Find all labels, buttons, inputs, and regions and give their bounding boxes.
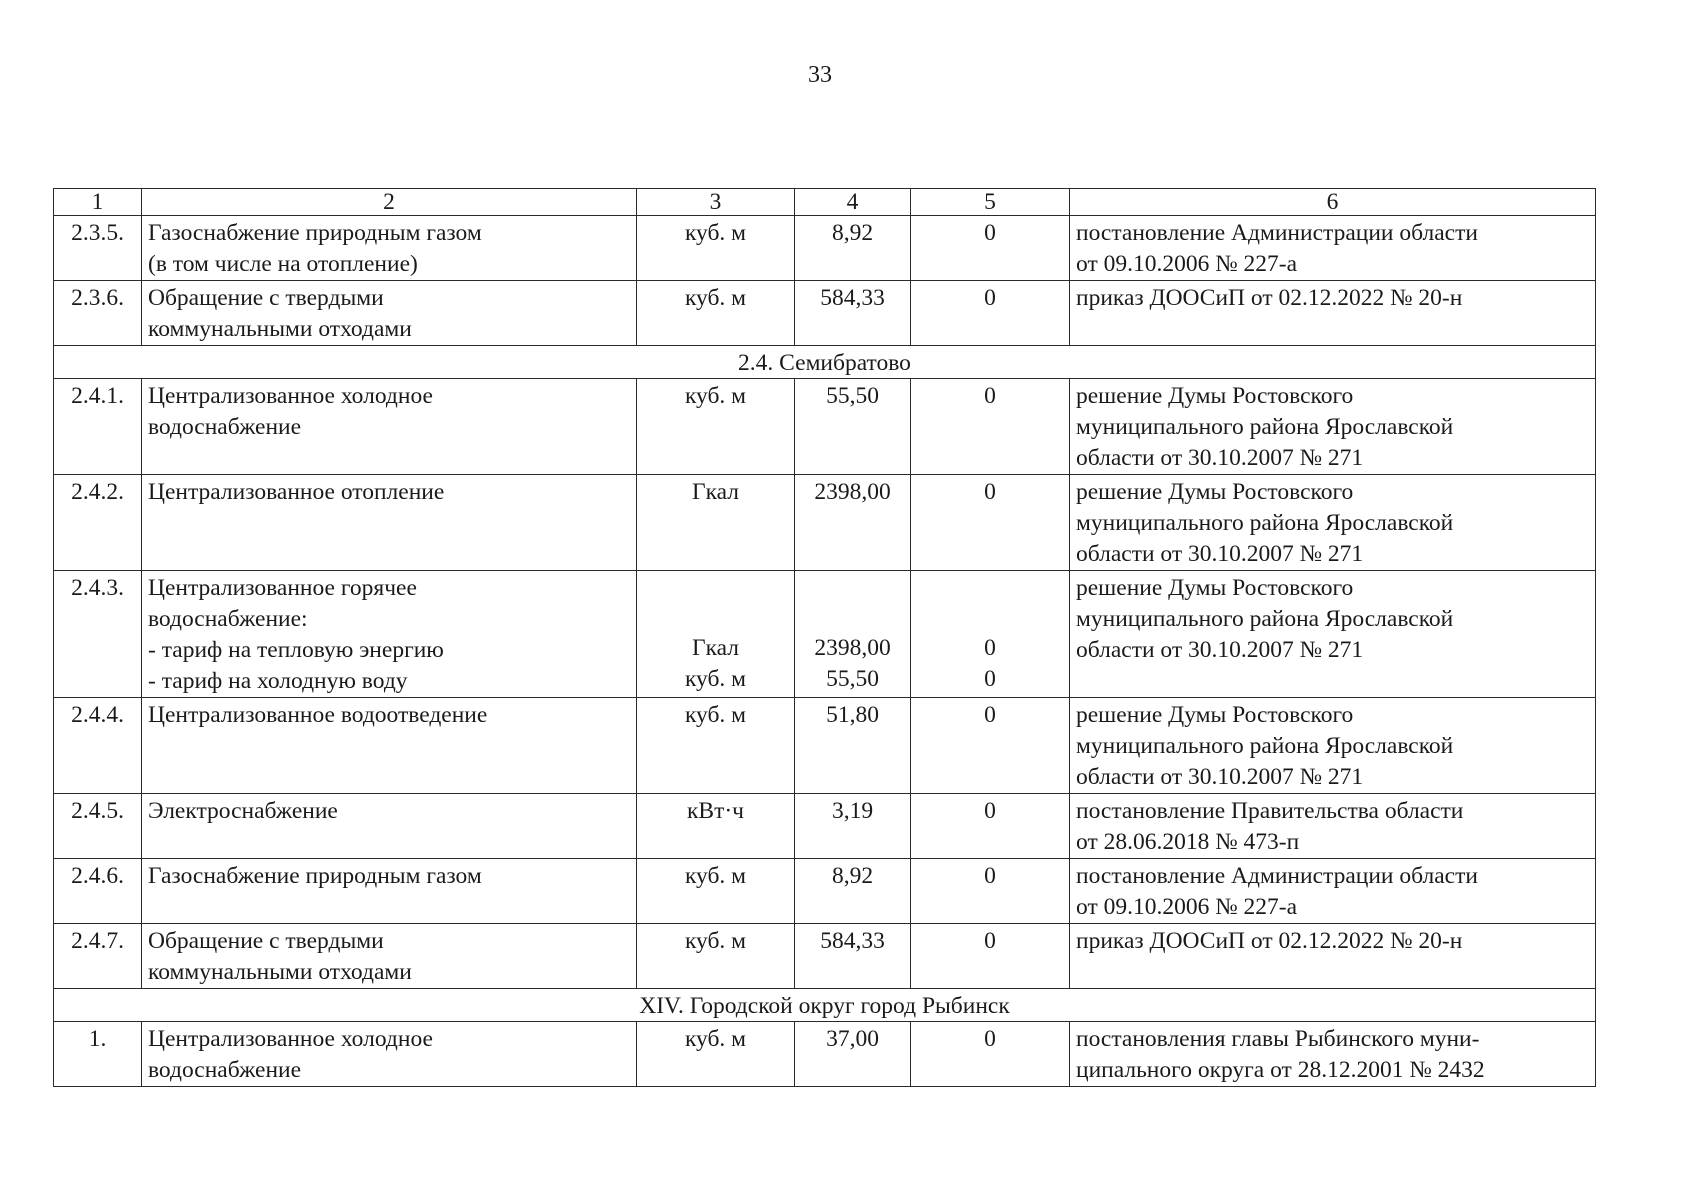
- service-name-cell: [142, 1022, 637, 1087]
- service-name-line: коммунальными отходами: [148, 316, 412, 342]
- value-line: 2398,00: [814, 635, 891, 661]
- zero-line: 0: [984, 666, 996, 692]
- legal-basis-cell: [1070, 924, 1596, 989]
- zero-cell: 0: [911, 281, 1070, 346]
- legal-basis-line: решение Думы Ростовского: [1076, 702, 1354, 728]
- service-name-cell: [142, 571, 637, 698]
- section-row: [54, 989, 1596, 1022]
- unit-cell: куб. м: [637, 698, 795, 794]
- section-row: [54, 346, 1596, 379]
- table-row: [54, 379, 1596, 475]
- value-cell: 8,92: [795, 216, 911, 281]
- service-name-line: водоснабжение: [148, 414, 302, 440]
- table-row: [54, 571, 1596, 698]
- legal-basis-cell: [1070, 216, 1596, 281]
- zero-cell: [911, 571, 1070, 698]
- unit-cell: куб. м: [637, 1022, 795, 1087]
- legal-basis-line: от 28.06.2018 № 473-п: [1076, 829, 1300, 855]
- tariff-table: [53, 188, 1596, 1087]
- table-row: [54, 475, 1596, 571]
- header-cell: 4: [795, 189, 911, 216]
- zero-cell: 0: [911, 859, 1070, 924]
- legal-basis-line: области от 30.10.2007 № 271: [1076, 764, 1364, 790]
- header-cell: 6: [1070, 189, 1596, 216]
- table-row: [54, 1022, 1596, 1087]
- legal-basis-line: решение Думы Ростовского: [1076, 575, 1354, 601]
- unit-line: куб. м: [684, 666, 747, 692]
- legal-basis-cell: [1070, 794, 1596, 859]
- service-name-line: - тариф на холодную воду: [148, 668, 408, 694]
- page-number: 33: [808, 62, 832, 88]
- row-number: 2.3.5.: [54, 216, 142, 281]
- legal-basis-line: муниципального района Ярославской: [1076, 414, 1454, 440]
- service-name-cell: [142, 281, 637, 346]
- service-name-line: (в том числе на отопление): [148, 251, 418, 277]
- value-cell: 55,50: [795, 379, 911, 475]
- row-number: 2.4.1.: [54, 379, 142, 475]
- service-name-line: Электроснабжение: [148, 798, 338, 824]
- table-row: [54, 216, 1596, 281]
- value-cell: 3,19: [795, 794, 911, 859]
- service-name-cell: [142, 794, 637, 859]
- legal-basis-line: приказ ДООСиП от 02.12.2022 № 20-н: [1076, 928, 1463, 954]
- service-name-line: Централизованное водоотведение: [148, 702, 488, 728]
- row-number: 2.4.3.: [54, 571, 142, 698]
- service-name-cell: [142, 475, 637, 571]
- legal-basis-cell: [1070, 859, 1596, 924]
- unit-cell: [637, 571, 795, 698]
- header-cell: 3: [637, 189, 795, 216]
- row-number: 2.4.6.: [54, 859, 142, 924]
- section-title: 2.4. Семибратово: [54, 346, 1596, 379]
- legal-basis-line: постановления главы Рыбинского муни-: [1076, 1026, 1480, 1052]
- service-name-cell: [142, 924, 637, 989]
- legal-basis-line: области от 30.10.2007 № 271: [1076, 541, 1364, 567]
- value-cell: 51,80: [795, 698, 911, 794]
- zero-cell: 0: [911, 924, 1070, 989]
- legal-basis-line: от 09.10.2006 № 227-а: [1076, 251, 1298, 277]
- service-name-line: Централизованное холодное: [148, 1026, 433, 1052]
- value-cell: 584,33: [795, 924, 911, 989]
- service-name-cell: [142, 698, 637, 794]
- value-line: 55,50: [826, 666, 879, 692]
- service-name-cell: [142, 216, 637, 281]
- service-name-cell: [142, 379, 637, 475]
- legal-basis-line: решение Думы Ростовского: [1076, 479, 1354, 505]
- legal-basis-line: приказ ДООСиП от 02.12.2022 № 20-н: [1076, 285, 1463, 311]
- service-name-line: Централизованное горячее: [148, 575, 417, 601]
- legal-basis-cell: [1070, 571, 1596, 698]
- legal-basis-cell: [1070, 698, 1596, 794]
- value-cell: 584,33: [795, 281, 911, 346]
- unit-line: Гкал: [691, 635, 739, 661]
- service-name-line: - тариф на тепловую энергию: [148, 637, 444, 663]
- zero-cell: 0: [911, 216, 1070, 281]
- legal-basis-cell: [1070, 379, 1596, 475]
- zero-cell: 0: [911, 698, 1070, 794]
- legal-basis-line: области от 30.10.2007 № 271: [1076, 637, 1364, 663]
- table-row: [54, 698, 1596, 794]
- row-number: 2.4.5.: [54, 794, 142, 859]
- header-cell: 2: [142, 189, 637, 216]
- legal-basis-line: постановление Администрации области: [1076, 220, 1478, 246]
- zero-cell: 0: [911, 379, 1070, 475]
- legal-basis-line: от 09.10.2006 № 227-а: [1076, 894, 1298, 920]
- unit-cell: куб. м: [637, 216, 795, 281]
- service-name-line: Газоснабжение природным газом: [148, 863, 482, 889]
- row-number: 1.: [54, 1022, 142, 1087]
- service-name-line: Обращение с твердыми: [148, 285, 384, 311]
- service-name-line: Централизованное отопление: [148, 479, 445, 505]
- value-cell: 2398,00: [795, 475, 911, 571]
- table-row: [54, 924, 1596, 989]
- unit-cell: куб. м: [637, 924, 795, 989]
- service-name-line: Газоснабжение природным газом: [148, 220, 482, 246]
- value-cell: 37,00: [795, 1022, 911, 1087]
- unit-cell: Гкал: [637, 475, 795, 571]
- row-number: 2.4.7.: [54, 924, 142, 989]
- table-row: [54, 281, 1596, 346]
- header-row: [54, 189, 1596, 216]
- row-number: 2.3.6.: [54, 281, 142, 346]
- legal-basis-line: муниципального района Ярославской: [1076, 510, 1454, 536]
- service-name-line: Обращение с твердыми: [148, 928, 384, 954]
- legal-basis-line: решение Думы Ростовского: [1076, 383, 1354, 409]
- service-name-cell: [142, 859, 637, 924]
- table-row: [54, 859, 1596, 924]
- legal-basis-cell: [1070, 281, 1596, 346]
- table-row: [54, 794, 1596, 859]
- zero-cell: 0: [911, 1022, 1070, 1087]
- service-name-line: водоснабжение: [148, 1057, 302, 1083]
- header-cell: 5: [911, 189, 1070, 216]
- legal-basis-line: ципального округа от 28.12.2001 № 2432: [1076, 1057, 1485, 1083]
- zero-cell: 0: [911, 475, 1070, 571]
- zero-line: 0: [984, 635, 996, 661]
- row-number: 2.4.4.: [54, 698, 142, 794]
- service-name-line: Централизованное холодное: [148, 383, 433, 409]
- legal-basis-line: постановление Администрации области: [1076, 863, 1478, 889]
- zero-cell: 0: [911, 794, 1070, 859]
- value-cell: [795, 571, 911, 698]
- unit-cell: куб. м: [637, 281, 795, 346]
- legal-basis-line: муниципального района Ярославской: [1076, 606, 1454, 632]
- legal-basis-line: муниципального района Ярославской: [1076, 733, 1454, 759]
- service-name-line: коммунальными отходами: [148, 959, 412, 985]
- legal-basis-line: постановление Правительства области: [1076, 798, 1464, 824]
- section-title: XIV. Городской округ город Рыбинск: [54, 989, 1596, 1022]
- legal-basis-line: области от 30.10.2007 № 271: [1076, 445, 1364, 471]
- unit-cell: куб. м: [637, 859, 795, 924]
- row-number: 2.4.2.: [54, 475, 142, 571]
- value-cell: 8,92: [795, 859, 911, 924]
- legal-basis-cell: [1070, 1022, 1596, 1087]
- header-cell: 1: [54, 189, 142, 216]
- legal-basis-cell: [1070, 475, 1596, 571]
- unit-cell: куб. м: [637, 379, 795, 475]
- service-name-line: водоснабжение:: [148, 606, 308, 632]
- unit-cell: кВт·ч: [637, 794, 795, 859]
